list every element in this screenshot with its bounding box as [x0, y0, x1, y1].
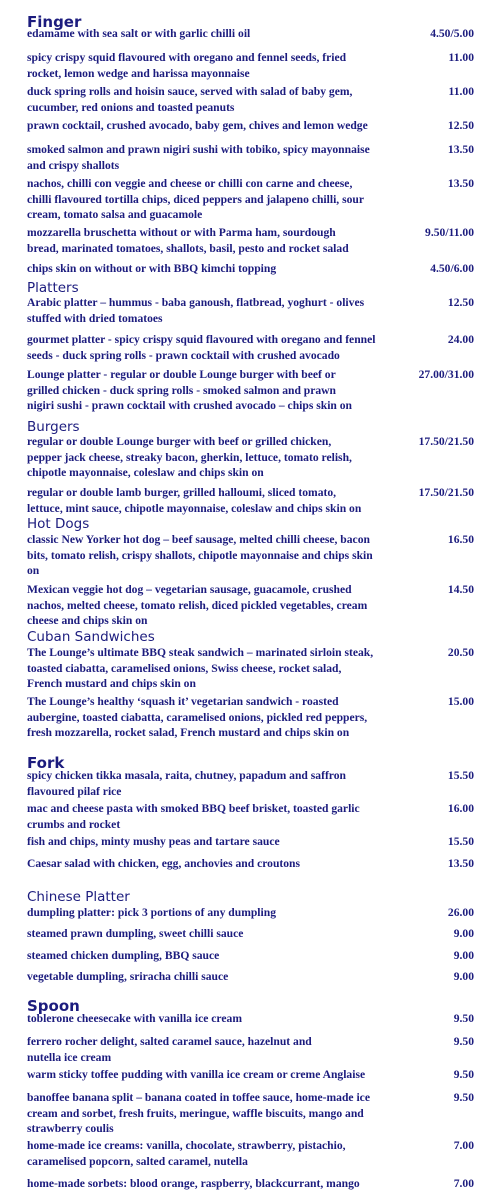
item-description: dumpling platter: pick 3 portions of any dumpling	[27, 906, 276, 919]
item-description: spicy chicken tikka masala, raita, chutney, papadum and saffron flavoured pilaf rice	[27, 769, 346, 798]
item-description: The Lounge’s healthy ‘squash it’ vegetarian sandwich - roasted aubergine, toasted ciabatta, caramelised onions, pickled red peppers, fresh mozzarella, rocket salad, French mustard and chips skin on	[27, 695, 368, 739]
item-description: duck spring rolls and hoisin sauce, served with salad of baby gem, cucumber, red onions and toasted peanuts	[27, 85, 353, 114]
item-price: 14.50	[447, 583, 474, 596]
item-description: vegetable dumpling, sriracha chilli sauce	[27, 970, 229, 983]
item-description: chips skin on without or with BBQ kimchi topping	[27, 262, 277, 275]
item-price: 7.00	[453, 1139, 474, 1152]
item-price: 13.50	[447, 143, 474, 156]
item-price: 26.00	[447, 906, 474, 919]
item-price: 9.50	[453, 1012, 474, 1025]
item-price: 12.50	[447, 119, 474, 132]
item-price: 20.50	[447, 646, 474, 659]
section-title-fork: Fork	[27, 754, 65, 772]
item-description: steamed chicken dumpling, BBQ sauce	[27, 949, 220, 962]
item-price: 16.00	[447, 802, 474, 815]
section-title-burgers: Burgers	[27, 419, 80, 435]
item-price: 9.00	[453, 949, 474, 962]
item-description: home-made ice creams: vanilla, chocolate, strawberry, pistachio, caramelised popcorn, salted caramel, nutella	[27, 1139, 346, 1168]
item-description: Mexican veggie hot dog – vegetarian sausage, guacamole, crushed nachos, melted cheese, tomato relish, diced pickled vegetables, cream cheese and chips skin on	[27, 583, 368, 627]
item-price: 4.50/6.00	[430, 262, 474, 275]
item-description: Arabic platter – hummus - baba ganoush, flatbread, yoghurt - olives stuffed with dried tomatoes	[27, 296, 365, 325]
item-price: 13.50	[447, 857, 474, 870]
section-title-hot-dogs: Hot Dogs	[27, 516, 90, 532]
section-title-spoon: Spoon	[27, 997, 80, 1015]
item-description: spicy crispy squid flavoured with oregano and fennel seeds, fried rocket, lemon wedge and harissa mayonnaise	[27, 51, 347, 80]
item-description: smoked salmon and prawn nigiri sushi with tobiko, spicy mayonnaise and crispy shallots	[27, 143, 370, 172]
section-title-finger: Finger	[27, 13, 82, 31]
item-price: 13.50	[447, 177, 474, 190]
item-price: 9.50	[453, 1035, 474, 1048]
item-price: 11.00	[448, 51, 474, 64]
item-description: Lounge platter - regular or double Lounge burger with beef or grilled chicken - duck spring rolls - smoked salmon and prawn nigiri sushi - prawn cocktail with crushed avocado – chips skin on	[27, 368, 353, 412]
item-description: Caesar salad with chicken, egg, anchovies and croutons	[27, 857, 301, 870]
item-price: 15.00	[447, 695, 474, 708]
item-price: 15.50	[447, 769, 474, 782]
item-price: 9.50	[453, 1091, 474, 1104]
item-description: home-made sorbets: blood orange, raspberry, blackcurrant, mango	[27, 1177, 360, 1190]
item-price: 15.50	[447, 835, 474, 848]
section-title-platters: Platters	[27, 280, 79, 296]
item-description: regular or double lamb burger, grilled halloumi, sliced tomato, lettuce, mint sauce, chipotle mayonnaise, coleslaw and chips skin on	[27, 486, 362, 515]
item-price: 9.00	[453, 970, 474, 983]
item-description: fish and chips, minty mushy peas and tartare sauce	[27, 835, 280, 848]
item-price: 17.50/21.50	[418, 435, 474, 448]
item-description: mozzarella bruschetta without or with Parma ham, sourdough bread, marinated tomatoes, shallots, basil, pesto and rocket salad	[27, 226, 349, 255]
item-description: prawn cocktail, crushed avocado, baby gem, chives and lemon wedge	[27, 119, 368, 132]
section-title-cuban-sandwiches: Cuban Sandwiches	[27, 629, 155, 645]
item-description: gourmet platter - spicy crispy squid flavoured with oregano and fennel seeds - duck spring rolls - prawn cocktail with crushed avocado	[27, 333, 376, 362]
item-description: regular or double Lounge burger with beef or grilled chicken, pepper jack cheese, streaky bacon, gherkin, lettuce, tomato relish, chipotle mayonnaise, coleslaw and chips skin on	[27, 435, 352, 479]
item-price: 7.00	[453, 1177, 474, 1190]
item-description: banoffee banana split – banana coated in toffee sauce, home-made ice cream and sorbet, fresh fruits, meringue, waffle biscuits, mango and strawberry coulis	[27, 1091, 370, 1135]
item-description: ferrero rocher delight, salted caramel sauce, hazelnut and nutella ice cream	[27, 1035, 312, 1064]
item-description: warm sticky toffee pudding with vanilla ice cream or creme Anglaise	[27, 1068, 366, 1081]
item-description: toblerone cheesecake with vanilla ice cream	[27, 1012, 242, 1025]
item-price: 16.50	[447, 533, 474, 546]
item-description: The Lounge’s ultimate BBQ steak sandwich – marinated sirloin steak, toasted ciabatta, caramelised onions, Swiss cheese, rocket salad, French mustard and chips skin on	[27, 646, 374, 690]
item-description: classic New Yorker hot dog – beef sausage, melted chilli cheese, bacon bits, tomato relish, crispy shallots, chipotle mayonnaise and chips skin on	[27, 533, 373, 577]
item-price: 11.00	[448, 85, 474, 98]
item-description: edamame with sea salt or with garlic chilli oil	[27, 27, 251, 40]
item-price: 9.50	[453, 1068, 474, 1081]
item-price: 12.50	[447, 296, 474, 309]
item-price: 24.00	[447, 333, 474, 346]
item-price: 17.50/21.50	[418, 486, 474, 499]
section-title-chinese-platter: Chinese Platter	[27, 889, 130, 905]
item-description: nachos, chilli con veggie and cheese or chilli con carne and cheese, chilli flavoured tortilla chips, diced peppers and jalapeno chilli, sour cream, tomato salsa and guacamole	[27, 177, 364, 221]
item-price: 4.50/5.00	[430, 27, 474, 40]
item-description: steamed prawn dumpling, sweet chilli sauce	[27, 927, 244, 940]
item-description: mac and cheese pasta with smoked BBQ beef brisket, toasted garlic crumbs and rocket	[27, 802, 360, 831]
item-price: 27.00/31.00	[418, 368, 474, 381]
item-price: 9.00	[453, 927, 474, 940]
item-price: 9.50/11.00	[425, 226, 474, 239]
